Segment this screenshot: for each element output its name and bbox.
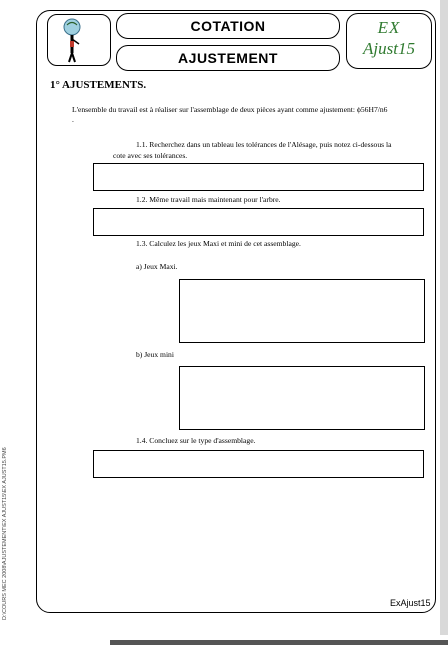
question-1-1-line1: 1.1. Recherchez dans un tableau les tolérances de l'Alésage, puis notez ci-dessous la: [136, 140, 392, 149]
question-1-3: 1.3. Calculez les jeux Maxi et mini de cet assemblage.: [136, 239, 301, 248]
answer-box-shaft[interactable]: [93, 208, 424, 236]
section-title: 1° AJUSTEMENTS.: [50, 79, 147, 91]
question-1-3-b: b) Jeux mini: [136, 350, 174, 359]
intro-text: L'ensemble du travail est à réaliser sur l'assemblage de deux pièces ayant comme ajustement: ϕ56H7/n6: [72, 105, 388, 114]
intro-dot: .: [72, 115, 74, 124]
page-bottom-rule: [110, 640, 448, 645]
chapter-title: AJUSTEMENT: [116, 45, 340, 71]
question-1-3-a: a) Jeux Maxi.: [136, 262, 178, 271]
question-1-2: 1.2. Même travail mais maintenant pour l'arbre.: [136, 195, 281, 204]
answer-box-conclusion[interactable]: [93, 450, 424, 478]
answer-box-min-clearance[interactable]: [179, 366, 425, 430]
page-shadow: [440, 0, 448, 635]
logo-box: [47, 14, 111, 66]
question-1-4: 1.4. Concluez sur le type d'assemblage.: [136, 436, 256, 445]
answer-box-max-clearance[interactable]: [179, 279, 425, 343]
engineer-logo-icon: [48, 15, 110, 65]
question-1-1-line2: cote avec ses tolérances.: [113, 151, 188, 160]
subject-title: COTATION: [116, 13, 340, 39]
exercise-label: EX: [377, 18, 401, 37]
file-path-label: D:\COURS MEC 2008\AJUSTEMENT\EX AJUST15\EX AJUST15.PM6: [2, 447, 8, 620]
exercise-code: Ajust15: [363, 39, 415, 58]
exercise-code-box: [346, 13, 432, 69]
answer-box-bore[interactable]: [93, 163, 424, 191]
footer-brand: ExAjust15: [390, 598, 431, 608]
